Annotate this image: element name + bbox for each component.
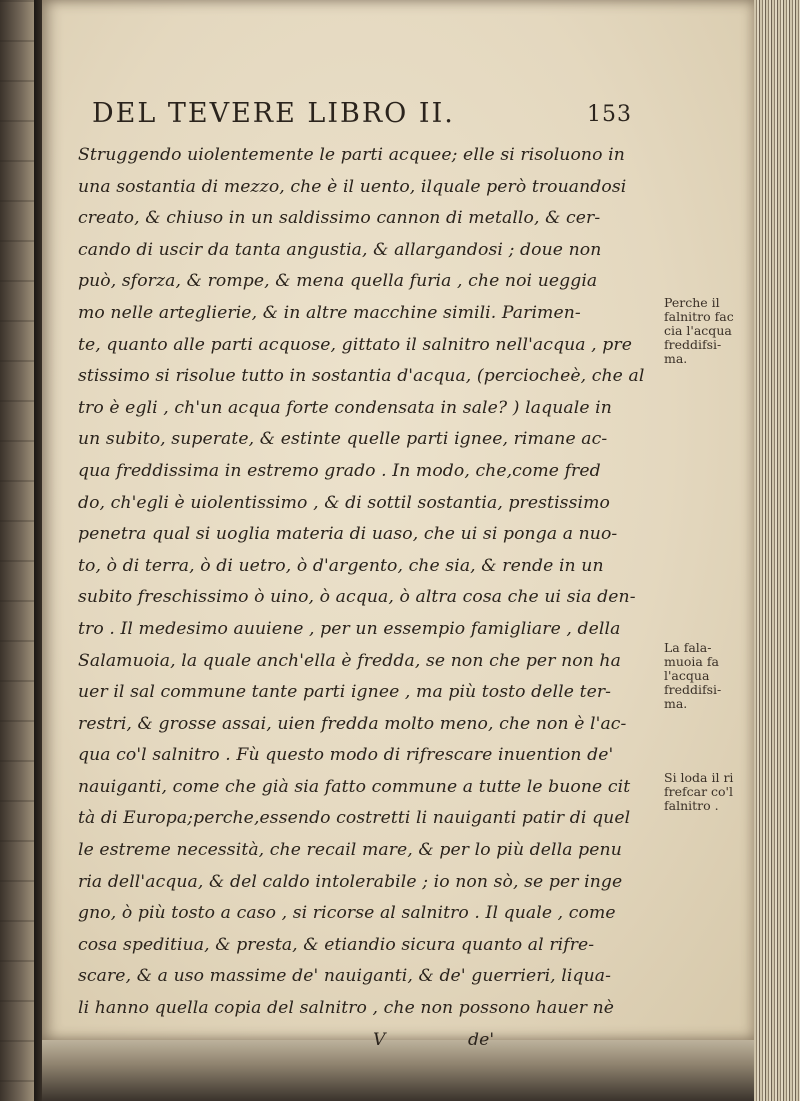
catch-line bbox=[78, 1025, 650, 1057]
margin-note-line: La fala- bbox=[664, 640, 712, 655]
signature-mark: V bbox=[373, 1029, 386, 1050]
text-line: subito freschissimo ò uino, ò acqua, ò altra cosa che ui sia den- bbox=[78, 587, 636, 608]
text-line: tro . Il medesimo auuiene , per un essempio famigliare , della bbox=[78, 618, 621, 639]
text-line: tà di Europa;perche,essendo costretti li nauiganti patir di quel bbox=[78, 808, 631, 829]
text-line: può, sforza, & rompe, & mena quella furia , che noi ueggia bbox=[78, 271, 598, 292]
text-line: ria dell'acqua, & del caldo intolerabile ; io non sò, se per inge bbox=[78, 871, 623, 892]
body-text bbox=[78, 140, 650, 1057]
text-line: cosa speditiua, & presta, & etiandio sicura quanto al rifre- bbox=[78, 934, 595, 955]
text-line: un subito, superate, & estinte quelle parti ignee, rimane ac- bbox=[78, 429, 608, 450]
text-line: una sostantia di mezzo, che è il uento, ilquale però trouandosi bbox=[78, 176, 627, 197]
margin-note-line: falnitro fac bbox=[664, 309, 734, 324]
text-line: mo nelle arteglierie, & in altre macchine simili. Parimen- bbox=[78, 302, 581, 323]
text-line: creato, & chiuso in un saldissimo cannon di metallo, & cer- bbox=[78, 208, 601, 229]
margin-note-line: cia l'acqua bbox=[664, 323, 732, 338]
margin-note-line: ma. bbox=[664, 696, 688, 711]
text-line: qua freddissima in estremo grado . In modo, che,come fred bbox=[78, 460, 601, 481]
margin-note-line: freddifsi- bbox=[664, 337, 722, 352]
page-stack-edges bbox=[754, 0, 800, 1101]
text-line: le estreme necessità, che recail mare, & per lo più della penu bbox=[78, 840, 622, 861]
page-number: 153 bbox=[587, 102, 632, 127]
text-line: cando di uscir da tanta angustia, & allargandosi ; doue non bbox=[78, 239, 602, 260]
margin-note-line: frefcar co'l bbox=[664, 784, 733, 799]
margin-note bbox=[664, 641, 748, 711]
margin-note-line: Perche il bbox=[664, 295, 720, 310]
text-line: Struggendo uiolentemente le parti acquee; elle si risoluono in bbox=[78, 145, 625, 165]
text-line: Salamuoia, la quale anch'ella è fredda, se non che per non ha bbox=[78, 650, 621, 671]
text-line: scare, & a uso massime de' nauiganti, & de' guerrieri, liqua- bbox=[78, 966, 612, 987]
text-line: gno, ò più tosto a caso , si ricorse al salnitro . Il quale , come bbox=[78, 903, 616, 924]
text-line: to, ò di terra, ò di uetro, ò d'argento, che sia, & rende in un bbox=[78, 555, 604, 576]
margin-note-line: ma. bbox=[664, 351, 688, 366]
text-line: qua co'l salnitro . Fù questo modo di rifrescare inuention de' bbox=[78, 745, 614, 766]
margin-note-line: muoia fa bbox=[664, 654, 719, 669]
margin-note-line: freddifsi- bbox=[664, 682, 722, 697]
margin-note-line: Si loda il ri bbox=[664, 770, 734, 785]
text-line: te, quanto alle parti acquose, gittato il salnitro nell'acqua , pre bbox=[78, 334, 632, 355]
text-line: restri, & grosse assai, uien fredda molto meno, che non è l'ac- bbox=[78, 713, 627, 734]
text-line: do, ch'egli è uiolentissimo , & di sottil sostantia, prestissimo bbox=[78, 492, 610, 513]
margin-note-line: l'acqua bbox=[664, 668, 710, 683]
margin-note-line: falnitro . bbox=[664, 798, 719, 813]
margin-note bbox=[664, 296, 748, 366]
text-line: nauiganti, come che già sia fatto commune a tutte le buone cit bbox=[78, 776, 631, 797]
margin-note bbox=[664, 771, 748, 813]
running-head bbox=[92, 98, 632, 138]
previous-page-edge bbox=[0, 0, 36, 1101]
text-line: uer il sal commune tante parti ignee , ma più tosto delle ter- bbox=[78, 682, 612, 703]
text-line: tro è egli , ch'un acqua forte condensata in sale? ) laquale in bbox=[78, 397, 612, 418]
text-line: penetra qual si uoglia materia di uaso, che ui si ponga a nuo- bbox=[78, 524, 618, 545]
catchword: de' bbox=[468, 1029, 495, 1050]
text-line: li hanno quella copia del salnitro , che non possono hauer nè bbox=[78, 998, 615, 1019]
text-line: stissimo si risolue tutto in sostantia d'acqua, (perciocheè, che al bbox=[78, 366, 645, 387]
running-title: DEL TEVERE LIBRO II. bbox=[92, 98, 455, 129]
